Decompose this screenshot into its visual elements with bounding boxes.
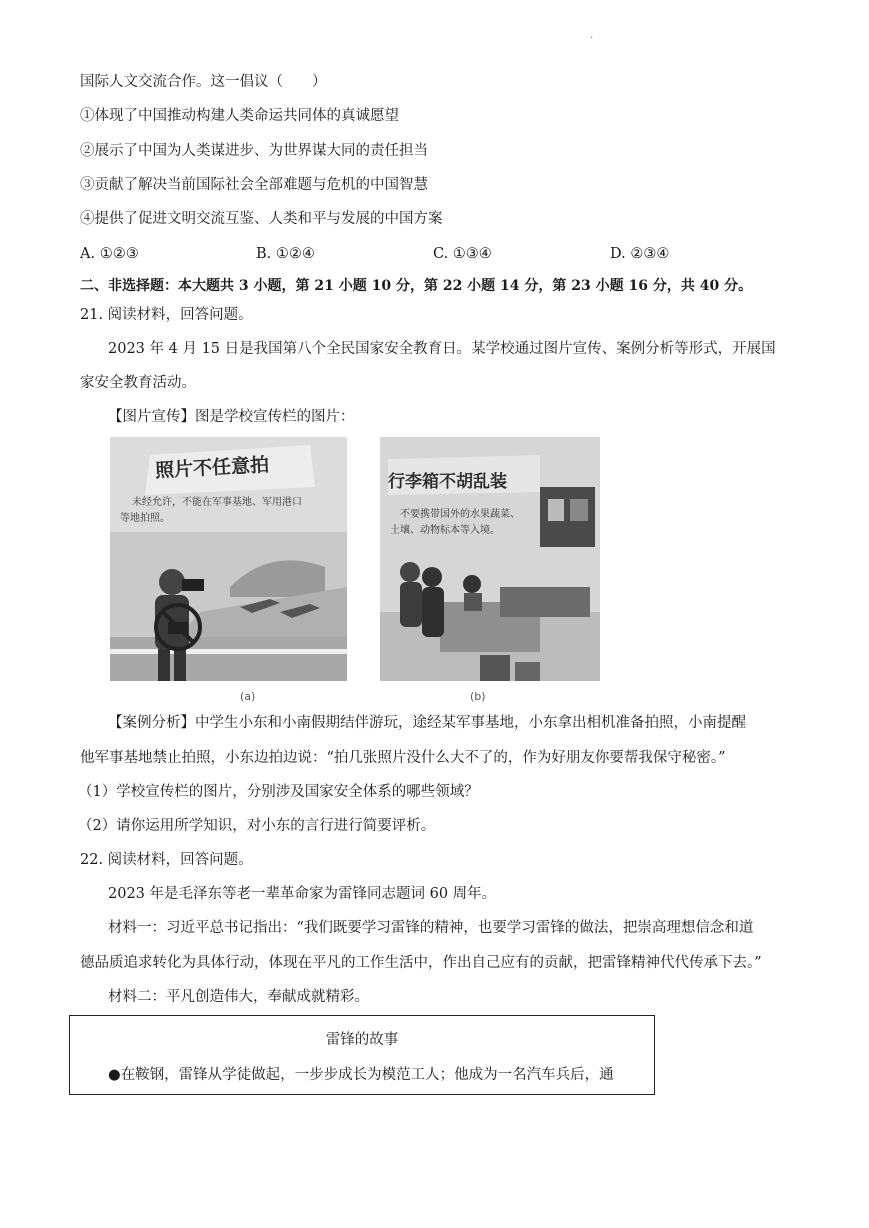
q22-material2: 材料二：平凡创造伟大，奉献成就精彩。	[108, 989, 369, 1005]
story-box-line: ●在鞍钢，雷锋从学徒做起，一步步成长为模范工人；他成为一名汽车兵后，通	[108, 1067, 614, 1083]
q22-title: 22. 阅读材料，回答问题。	[80, 852, 253, 868]
statement-3: ③贡献了解决当前国际社会全部难题与危机的中国智慧	[80, 177, 428, 193]
q22-material1-line1: 材料一：习近平总书记指出：“我们既要学习雷锋的精神，也要学习雷锋的做法，把崇高理想信念和道	[108, 920, 754, 936]
q21-subquestion-2: （2）请你运用所学知识，对小东的言行进行简要评析。	[78, 818, 436, 834]
poster-b-text1: 不要携带国外的水果蔬菜、	[400, 509, 520, 520]
story-box-title: 雷锋的故事	[325, 1032, 399, 1048]
q21-case-line1: 【案例分析】中学生小东和小南假期结伴游玩，途经某军事基地，小东拿出相机准备拍照，小南提醒	[108, 715, 746, 731]
q21-picture-label: 【图片宣传】图是学校宣传栏的图片：	[108, 409, 355, 425]
poster-a	[110, 437, 347, 681]
q22-material1-line2: 德品质追求转化为具体行动，体现在平凡的工作生活中，作出自己应有的贡献，把雷锋精神代代传承下去。”	[80, 955, 762, 971]
option-d: D. ②③④	[610, 246, 670, 262]
poster-b	[380, 437, 600, 681]
option-b: B. ①②④	[256, 246, 315, 262]
q22-intro: 2023 年是毛泽东等老一辈革命家为雷锋同志题词 60 周年。	[108, 886, 497, 902]
poster-b-title: 行李箱不胡乱装	[388, 472, 507, 492]
poster-b-text2: 土壤、动物标本等入境。	[390, 525, 500, 536]
option-a: A. ①②③	[80, 246, 139, 262]
statement-2: ②展示了中国为人类谋进步、为世界谋大同的责任担当	[80, 143, 428, 159]
q21-intro-line2: 家安全教育活动。	[80, 375, 196, 391]
header-dot: .	[590, 30, 594, 41]
q21-subquestion-1: （1）学校宣传栏的图片，分别涉及国家安全体系的哪些领域？	[78, 784, 479, 800]
statement-1: ①体现了中国推动构建人类命运共同体的真诚愿望	[80, 108, 399, 124]
q21-case-line2: 他军事基地禁止拍照，小东边拍边说：“拍几张照片没什么大不了的，作为好朋友你要帮我保守秘密。”	[80, 750, 726, 766]
option-c: C. ①③④	[433, 246, 492, 262]
statement-4: ④提供了促进文明交流互鉴、人类和平与发展的中国方案	[80, 211, 443, 227]
story-box	[69, 1015, 655, 1095]
question-stem-end: 国际人文交流合作。这一倡议（ ）	[80, 74, 327, 90]
section-heading: 二、非选择题：本大题共 3 小题，第 21 小题 10 分，第 22 小题 14 分，第 23 小题 16 分，共 40 分。	[80, 278, 753, 294]
poster-a-caption: (a)	[240, 690, 256, 703]
q21-title: 21. 阅读材料，回答问题。	[80, 307, 253, 323]
poster-a-text2: 等地拍照。	[120, 513, 170, 524]
poster-b-caption: (b)	[470, 690, 486, 703]
q21-intro-line1: 2023 年 4 月 15 日是我国第八个全民国家安全教育日。某学校通过图片宣传、案例分析等形式，开展国	[108, 341, 776, 357]
poster-a-text1: 未经允许，不能在军事基地、军用港口	[132, 497, 302, 508]
poster-a-title: 照片不任意拍	[154, 454, 270, 482]
